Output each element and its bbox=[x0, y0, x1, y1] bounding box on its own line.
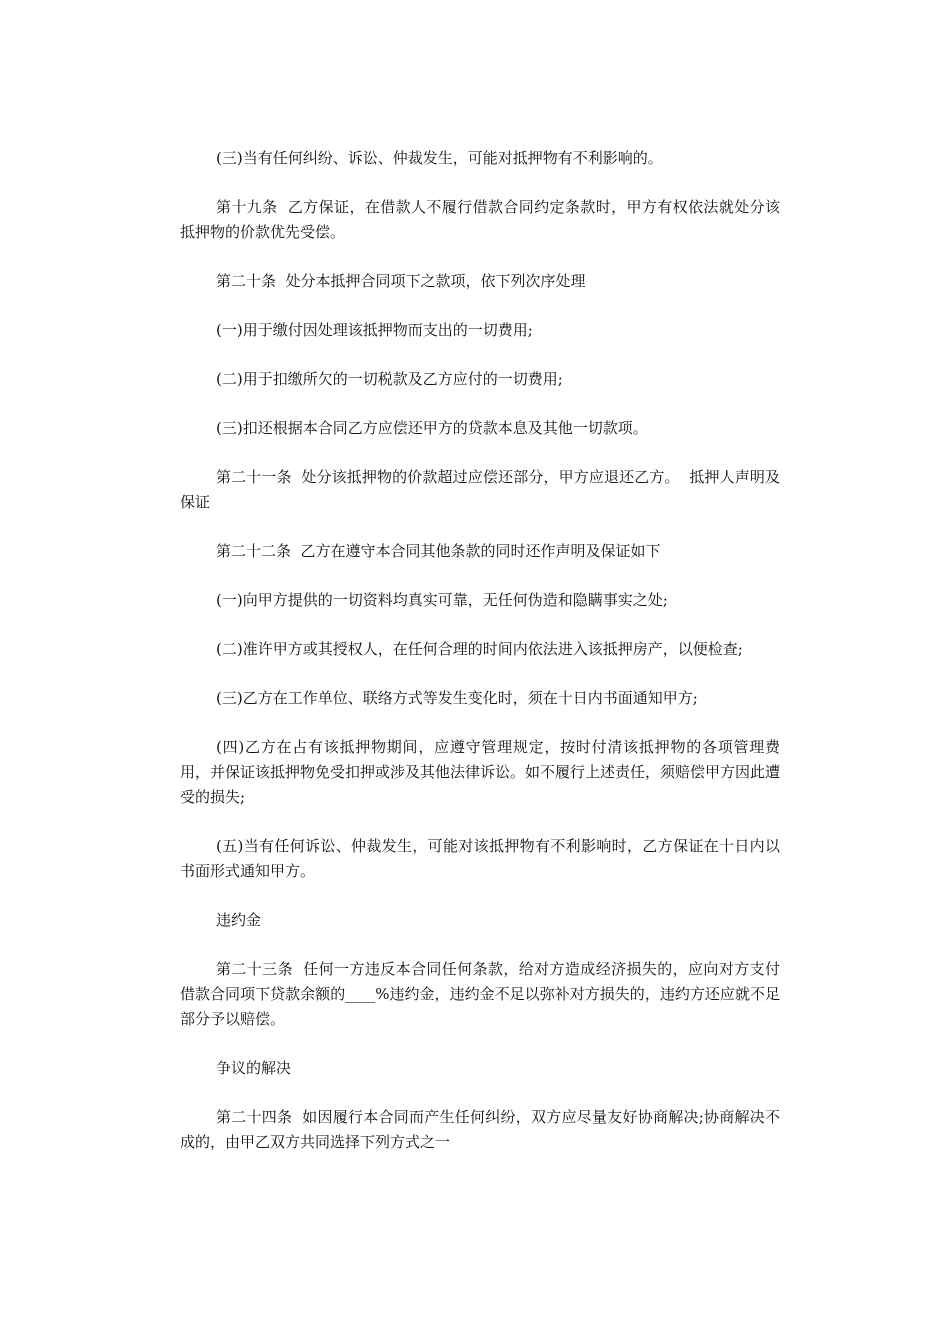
clause-24: 第二十四条 如因履行本合同而产生任何纠纷，双方应尽量友好协商解决;协商解决不成的，由甲乙双方共同选择下列方式之一 bbox=[180, 1108, 780, 1151]
clause-20-item-3: (三)扣还根据本合同乙方应偿还甲方的贷款本息及其他一切款项。 bbox=[216, 419, 648, 437]
clause-21: 第二十一条 处分该抵押物的价款超过应偿还部分，甲方应退还乙方。 抵押人声明及保证 bbox=[180, 468, 780, 511]
clause-18-item-3: (三)当有任何纠纷、诉讼、仲裁发生，可能对抵押物有不利影响的。 bbox=[216, 149, 663, 167]
clause-22: 第二十二条 乙方在遵守本合同其他条款的同时还作声明及保证如下 bbox=[216, 542, 661, 560]
clause-22-item-2: (二)准许甲方或其授权人，在任何合理的时间内依法进入该抵押房产，以便检查; bbox=[216, 640, 743, 658]
clause-19: 第十九条 乙方保证，在借款人不履行借款合同约定条款时，甲方有权依法就处分该抵押物的价款优先受偿。 bbox=[180, 198, 780, 241]
document-body bbox=[180, 146, 780, 1179]
clause-23: 第二十三条 任何一方违反本合同任何条款，给对方造成经济损失的，应向对方支付借款合同项下贷款余额的____%违约金，违约金不足以弥补对方损失的，违约方还应就不足部分予以赔偿。 bbox=[180, 960, 780, 1028]
clause-20-item-2: (二)用于扣缴所欠的一切税款及乙方应付的一切费用; bbox=[216, 370, 563, 388]
clause-22-item-3: (三)乙方在工作单位、联络方式等发生变化时，须在十日内书面通知甲方; bbox=[216, 689, 698, 707]
clause-20-item-1: (一)用于缴付因处理该抵押物而支出的一切费用; bbox=[216, 321, 533, 339]
clause-22-item-5: (五)当有任何诉讼、仲裁发生，可能对该抵押物有不利影响时，乙方保证在十日内以书面形式通知甲方。 bbox=[180, 837, 780, 880]
clause-20: 第二十条 处分本抵押合同项下之款项，依下列次序处理 bbox=[216, 272, 586, 290]
clause-22-item-4: (四)乙方在占有该抵押物期间，应遵守管理规定，按时付清该抵押物的各项管理费用，并保证该抵押物免受扣押或涉及其他法律诉讼。如不履行上述责任，须赔偿甲方因此遭受的损失; bbox=[180, 738, 781, 806]
section-heading-dispute: 争议的解决 bbox=[216, 1059, 292, 1077]
section-heading-penalty: 违约金 bbox=[216, 911, 262, 929]
clause-22-item-1: (一)向甲方提供的一切资料均真实可靠，无任何伪造和隐瞒事实之处; bbox=[216, 591, 668, 609]
